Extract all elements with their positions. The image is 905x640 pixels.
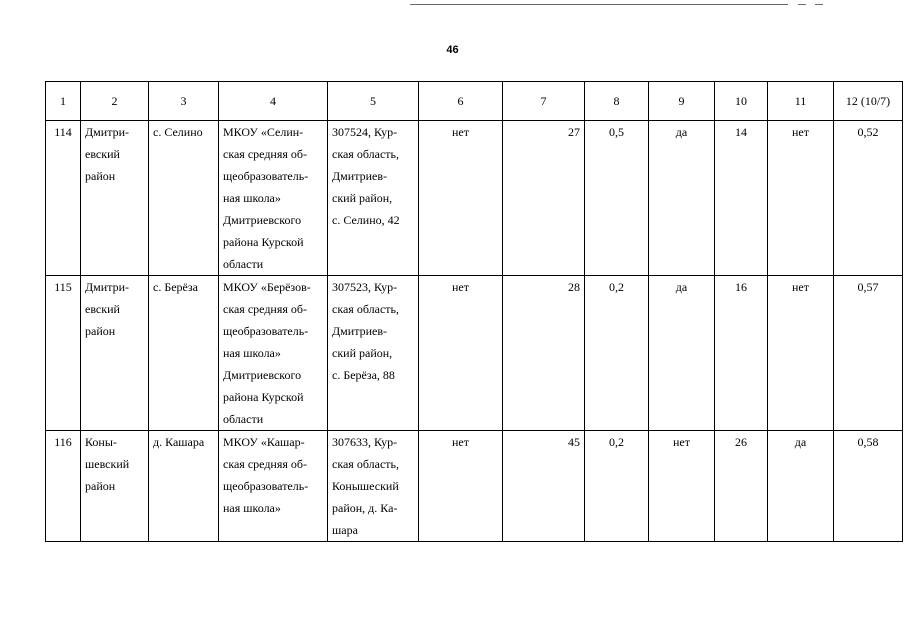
table-header-row [46, 82, 903, 121]
address-line: Дмитриев- [332, 169, 388, 183]
col12-cell: 0,52 [834, 121, 903, 276]
header-cell: 2 [81, 82, 149, 121]
col11-cell: да [768, 431, 834, 542]
district-line: евский [85, 147, 120, 161]
table-row [46, 121, 903, 276]
school-line: ная школа» [223, 191, 281, 205]
col9-cell: да [649, 276, 715, 431]
table-row [46, 431, 903, 542]
school-line: ская средняя об- [223, 147, 307, 161]
header-cell: 11 [768, 82, 834, 121]
top-rule-segment [815, 4, 823, 5]
col8-cell: 0,2 [585, 276, 649, 431]
district-line: Дмитри- [85, 125, 130, 139]
address-line: 307523, Кур- [332, 280, 398, 294]
district-line: район [85, 169, 116, 183]
school-line: Дмитриевского [223, 368, 302, 382]
col9-cell: да [649, 121, 715, 276]
address-line: с. Селино, 42 [332, 213, 400, 227]
page-number: 46 [446, 44, 459, 56]
district-cell [81, 276, 149, 431]
address-line: ская область, [332, 147, 399, 161]
school-line: щеобразователь- [223, 324, 309, 338]
header-cell: 7 [503, 82, 585, 121]
top-rule-segment [798, 4, 806, 5]
header-cell: 6 [419, 82, 503, 121]
school-line: ная школа» [223, 501, 281, 515]
header-cell: 10 [715, 82, 768, 121]
table-row [46, 276, 903, 431]
col11-cell: нет [768, 121, 834, 276]
school-cell [219, 276, 328, 431]
address-cell [328, 121, 419, 276]
school-line: Дмитриевского [223, 213, 302, 227]
district-line: Коны- [85, 435, 117, 449]
school-line: МКОУ «Берёзов- [223, 280, 311, 294]
header-cell: 12 (10/7) [834, 82, 903, 121]
district-line: район [85, 479, 116, 493]
school-line: щеобразователь- [223, 169, 309, 183]
address-line: с. Берёза, 88 [332, 368, 395, 382]
school-line: ская средняя об- [223, 457, 307, 471]
row-number-cell: 114 [46, 121, 81, 276]
header-cell: 3 [149, 82, 219, 121]
col7-cell: 27 [503, 121, 585, 276]
school-cell [219, 121, 328, 276]
top-rule-segment [410, 4, 788, 5]
col6-cell: нет [419, 121, 503, 276]
col7-cell: 28 [503, 276, 585, 431]
col12-cell: 0,57 [834, 276, 903, 431]
address-line: ская область, [332, 457, 399, 471]
school-line: щеобразователь- [223, 479, 309, 493]
address-line: Конышеский [332, 479, 399, 493]
school-line: района Курской [223, 390, 304, 404]
school-table [45, 81, 903, 542]
col6-cell: нет [419, 431, 503, 542]
settlement-cell: с. Селино [149, 121, 219, 276]
col12-cell: 0,58 [834, 431, 903, 542]
col8-cell: 0,5 [585, 121, 649, 276]
header-cell: 4 [219, 82, 328, 121]
col8-cell: 0,2 [585, 431, 649, 542]
col11-cell: нет [768, 276, 834, 431]
address-line: ский район, [332, 346, 393, 360]
school-line: ная школа» [223, 346, 281, 360]
address-line: ский район, [332, 191, 393, 205]
school-cell [219, 431, 328, 542]
school-line: МКОУ «Селин- [223, 125, 304, 139]
school-line: района Курской [223, 235, 304, 249]
school-line: МКОУ «Кашар- [223, 435, 305, 449]
district-line: район [85, 324, 116, 338]
district-line: Дмитри- [85, 280, 130, 294]
col10-cell: 14 [715, 121, 768, 276]
address-line: 307633, Кур- [332, 435, 398, 449]
col7-cell: 45 [503, 431, 585, 542]
header-cell: 5 [328, 82, 419, 121]
address-line: район, д. Ка- [332, 501, 398, 515]
address-line: 307524, Кур- [332, 125, 398, 139]
district-cell [81, 431, 149, 542]
row-number-cell: 115 [46, 276, 81, 431]
header-cell: 9 [649, 82, 715, 121]
district-cell [81, 121, 149, 276]
district-line: шевский [85, 457, 130, 471]
header-cell: 8 [585, 82, 649, 121]
address-line: Дмитриев- [332, 324, 388, 338]
school-line: области [223, 257, 264, 271]
col6-cell: нет [419, 276, 503, 431]
row-number-cell: 116 [46, 431, 81, 542]
settlement-cell: д. Кашара [149, 431, 219, 542]
school-line: ская средняя об- [223, 302, 307, 316]
address-line: ская область, [332, 302, 399, 316]
col10-cell: 16 [715, 276, 768, 431]
address-cell [328, 431, 419, 542]
address-line: шара [332, 523, 358, 537]
address-cell [328, 276, 419, 431]
school-line: области [223, 412, 264, 426]
district-line: евский [85, 302, 120, 316]
col10-cell: 26 [715, 431, 768, 542]
header-cell: 1 [46, 82, 81, 121]
settlement-cell: с. Берёза [149, 276, 219, 431]
col9-cell: нет [649, 431, 715, 542]
